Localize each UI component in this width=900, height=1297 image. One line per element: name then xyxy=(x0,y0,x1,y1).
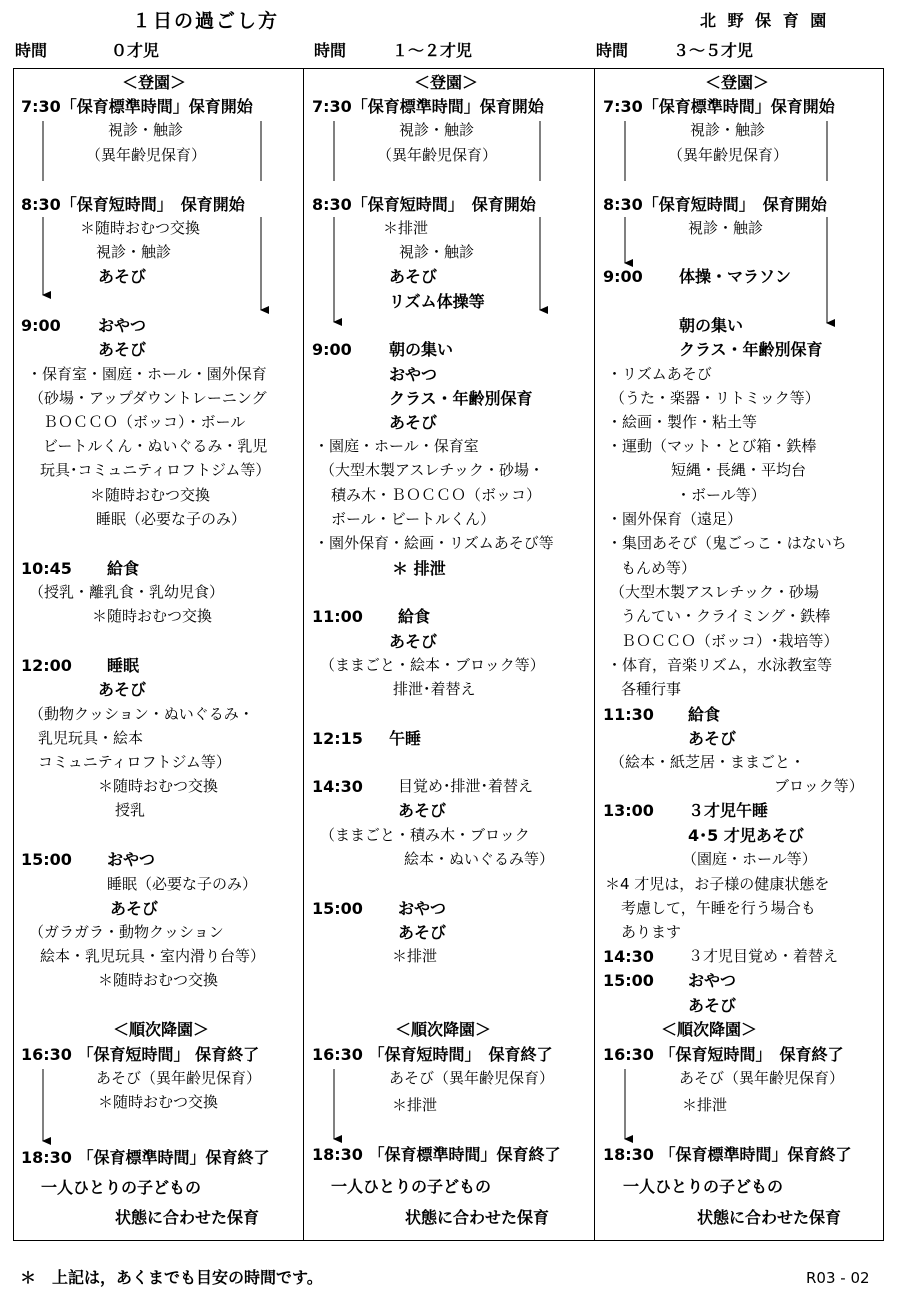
schedule-line: うんてい・クライミング・鉄棒 xyxy=(621,607,831,625)
schedule-line: ・園外保育（遠足） xyxy=(607,510,743,528)
schedule-line: 18:30 「保育標準時間」保育終了 xyxy=(603,1145,852,1164)
schedule-line: おやつ xyxy=(398,899,447,918)
schedule-line: （異年齢児保育） xyxy=(668,146,789,164)
document-code: R03 - 02 xyxy=(806,1269,870,1287)
schedule-line: ＊排泄 xyxy=(392,1096,438,1114)
schedule-line: ＢＯＣＣＯ（ボッコ）・ボール xyxy=(43,413,246,431)
schedule-line: （大型木製アスレチック・砂場・ xyxy=(320,461,544,479)
schedule-line: 18:30 「保育標準時間」保育終了 xyxy=(312,1145,561,1164)
schedule-line: あそび xyxy=(398,923,447,942)
schedule-line: あります xyxy=(621,923,682,941)
schedule-line: ボール・ビートルくん） xyxy=(331,510,496,528)
time-label: 9:00 xyxy=(603,267,643,286)
schedule-line: 一人ひとりの子どもの xyxy=(41,1178,202,1197)
schedule-line: あそび xyxy=(110,899,159,918)
col2-age-header: ３～５才児 xyxy=(673,41,754,60)
schedule-line: クラス・年齢別保育 xyxy=(679,340,823,359)
col1-time-header: 時間 xyxy=(314,41,347,60)
schedule-line: ３才児目覚め・着替え xyxy=(688,947,839,965)
schedule-line: 目覚め･排泄･着替え xyxy=(398,777,534,795)
schedule-line: 一人ひとりの子どもの xyxy=(623,1177,784,1196)
schedule-line: 視診・触診 xyxy=(399,121,475,139)
schedule-line: 絵本・乳児玩具・室内滑り台等） xyxy=(40,947,266,965)
schedule-line: 視診・触診 xyxy=(96,243,172,261)
schedule-line: 18:30 「保育標準時間」保育終了 xyxy=(21,1148,270,1167)
schedule-line: ブロック等） xyxy=(774,777,864,795)
schedule-line: リズム体操等 xyxy=(389,292,485,311)
schedule-line: 8:30「保育短時間」 保育開始 xyxy=(603,195,827,214)
schedule-line: 8:30「保育短時間」 保育開始 xyxy=(312,195,536,214)
schedule-line: 8:30「保育短時間」 保育開始 xyxy=(21,195,245,214)
schedule-line: おやつ xyxy=(98,316,147,335)
schedule-line: ＊随時おむつ交換 xyxy=(98,777,219,795)
schedule-line: おやつ xyxy=(389,365,438,384)
schedule-line: ３才児午睡 xyxy=(688,801,769,820)
schedule-line: 給食 xyxy=(398,607,431,626)
departure-label: ＜順次降園＞ xyxy=(661,1020,758,1039)
schedule-line: おやつ xyxy=(688,971,737,990)
schedule-line: （ガラガラ・動物クッション xyxy=(29,923,224,941)
schedule-line: ・運動（マット・とび箱・鉄棒 xyxy=(607,437,817,455)
schedule-line: ＊4 才児は，お子様の健康状態を xyxy=(605,875,830,893)
schedule-line: 16:30 「保育短時間」 保育終了 xyxy=(312,1045,553,1064)
schedule-line: 7:30「保育標準時間」保育開始 xyxy=(312,97,544,116)
schedule-line: （大型木製アスレチック・砂場 xyxy=(610,583,819,601)
schedule-line: （動物クッション・ぬいぐるみ・ xyxy=(29,705,254,723)
schedule-line: 朝の集い xyxy=(389,340,454,359)
schedule-line: 16:30 「保育短時間」 保育終了 xyxy=(21,1045,260,1064)
schedule-line: 短縄・長縄・平均台 xyxy=(671,461,807,479)
schedule-line: 7:30「保育標準時間」保育開始 xyxy=(21,97,253,116)
schedule-line: 睡眠（必要な子のみ） xyxy=(107,875,258,893)
schedule-line: （ままごと・積み木・ブロック xyxy=(320,826,530,844)
schedule-line: ＊排泄 xyxy=(392,947,438,965)
schedule-line: 体操・マラソン xyxy=(679,267,792,286)
schedule-line: あそび xyxy=(398,801,447,820)
schedule-line: クラス・年齢別保育 xyxy=(389,389,533,408)
schedule-line: あそび xyxy=(688,729,737,748)
time-label: 11:30 xyxy=(603,705,654,724)
schedule-line: あそび xyxy=(389,267,438,286)
arrival-label: ＜登園＞ xyxy=(705,73,770,92)
schedule-line: 状態に合わせた保育 xyxy=(697,1208,842,1227)
schedule-line: 絵本・ぬいぐるみ等） xyxy=(404,850,555,868)
schedule-line: ・園庭・ホール・保育室 xyxy=(314,437,479,455)
schedule-line: （異年齢児保育） xyxy=(86,146,207,164)
schedule-line: 各種行事 xyxy=(621,680,682,698)
schedule-line: 積み木・ＢＯＣＣＯ（ボッコ） xyxy=(331,486,542,504)
schedule-line: ＊排泄 xyxy=(682,1096,728,1114)
schedule-line: （異年齢児保育） xyxy=(377,146,498,164)
time-label: 14:30 xyxy=(312,777,363,796)
schedule-line: ・保育室・園庭・ホール・園外保育 xyxy=(27,365,267,383)
col2-time-header: 時間 xyxy=(596,41,629,60)
schedule-line: 7:30「保育標準時間」保育開始 xyxy=(603,97,835,116)
schedule-line: ＊随時おむつ交換 xyxy=(98,971,219,989)
page-title: １日の過ごし方 xyxy=(132,10,280,32)
schedule-line: ・体育，音楽リズム，水泳教室等 xyxy=(607,656,833,674)
schedule-line: ＊排泄 xyxy=(383,219,429,237)
schedule-line: もんめ等） xyxy=(621,559,697,577)
departure-label: ＜順次降園＞ xyxy=(113,1020,210,1039)
schedule-line: ＢＯＣＣＯ（ボッコ）･栽培等） xyxy=(621,632,839,650)
schedule-line: 状態に合わせた保育 xyxy=(405,1208,550,1227)
schedule-line: ビートルくん・ぬいぐるみ・乳児 xyxy=(43,437,268,455)
schedule-line: ・絵画・製作・粘土等 xyxy=(607,413,758,431)
col0-time-header: 時間 xyxy=(15,41,48,60)
schedule-line: 給食 xyxy=(688,705,721,724)
schedule-line: （うた・楽器・リトミック等） xyxy=(610,389,820,407)
schedule-line: コミュニティロフトジム等） xyxy=(38,753,231,771)
time-label: 15:00 xyxy=(21,850,72,869)
schedule-line: 視診・触診 xyxy=(108,121,184,139)
nursery-name: 北 野 保 育 園 xyxy=(700,11,830,30)
schedule-line: 状態に合わせた保育 xyxy=(115,1208,260,1227)
schedule-line: 4･5 才児あそび xyxy=(688,826,804,845)
time-label: 11:00 xyxy=(312,607,363,626)
schedule-line: 視診・触診 xyxy=(690,121,766,139)
schedule-line: ＊随時おむつ交換 xyxy=(98,1093,219,1111)
schedule-line: 給食 xyxy=(107,559,140,578)
schedule-line: ・集団あそび（鬼ごっこ・はないち xyxy=(607,534,847,552)
time-label: 12:00 xyxy=(21,656,72,675)
schedule-line: （授乳・離乳食・乳幼児食） xyxy=(29,583,225,601)
schedule-line: ＊随時おむつ交換 xyxy=(92,607,213,625)
schedule-line: （ままごと・絵本・ブロック等） xyxy=(320,656,545,674)
schedule-line: （園庭・ホール等） xyxy=(682,850,817,868)
schedule-line: あそび xyxy=(389,413,438,432)
schedule-line: あそび xyxy=(688,996,737,1015)
schedule-line: 乳児玩具・絵本 xyxy=(38,729,144,747)
time-label: 9:00 xyxy=(312,340,352,359)
schedule-line: あそび xyxy=(98,340,147,359)
schedule-line: 授乳 xyxy=(115,801,146,819)
departure-label: ＜順次降園＞ xyxy=(395,1020,492,1039)
schedule-line: 排泄･着替え xyxy=(393,680,476,698)
schedule-line: 睡眠 xyxy=(107,656,140,675)
schedule-line: あそび xyxy=(98,267,147,286)
schedule-line: ・園外保育・絵画・リズムあそび等 xyxy=(314,534,554,552)
schedule-line: 玩具･コミュニティロフトジム等） xyxy=(40,461,271,479)
schedule-line: 睡眠（必要な子のみ） xyxy=(96,510,247,528)
arrival-label: ＜登園＞ xyxy=(414,73,479,92)
schedule-line: あそび（異年齢児保育） xyxy=(389,1069,555,1087)
schedule-line: （砂場・アップダウントレーニング xyxy=(29,389,267,407)
schedule-line: 朝の集い xyxy=(679,316,744,335)
schedule-line: 16:30 「保育短時間」 保育終了 xyxy=(603,1045,844,1064)
schedule-line: 視診・触診 xyxy=(399,243,475,261)
schedule-line: ＊随時おむつ交換 xyxy=(80,219,201,237)
schedule-line: おやつ xyxy=(107,850,156,869)
time-label: 15:00 xyxy=(603,971,654,990)
time-label: 13:00 xyxy=(603,801,654,820)
schedule-line: ＊随時おむつ交換 xyxy=(90,486,211,504)
time-label: 12:15 xyxy=(312,729,363,748)
schedule-line: 考慮して，午睡を行う場合も xyxy=(621,899,816,917)
schedule-line: あそび（異年齢児保育） xyxy=(96,1069,262,1087)
schedule-line: ・リズムあそび xyxy=(607,365,712,383)
schedule-line: あそび（異年齢児保育） xyxy=(679,1069,845,1087)
schedule-line: 午睡 xyxy=(389,729,422,748)
schedule-line: （絵本・紙芝居・ままごと・ xyxy=(610,753,806,771)
col1-age-header: １～２才児 xyxy=(392,41,473,60)
schedule-line: ・ボール等） xyxy=(676,486,766,504)
schedule-line: ＊ 排泄 xyxy=(392,559,446,578)
col0-age-header: ０才児 xyxy=(111,41,160,60)
schedule-line: あそび xyxy=(389,632,438,651)
schedule-line: 視診・触診 xyxy=(688,219,764,237)
time-label: 15:00 xyxy=(312,899,363,918)
schedule-line: 一人ひとりの子どもの xyxy=(331,1177,492,1196)
schedule-line: あそび xyxy=(98,680,147,699)
time-label: 9:00 xyxy=(21,316,61,335)
time-label: 14:30 xyxy=(603,947,654,966)
arrival-label: ＜登園＞ xyxy=(122,73,187,92)
footnote: ＊ 上記は，あくまでも目安の時間です。 xyxy=(20,1268,323,1287)
time-label: 10:45 xyxy=(21,559,72,578)
